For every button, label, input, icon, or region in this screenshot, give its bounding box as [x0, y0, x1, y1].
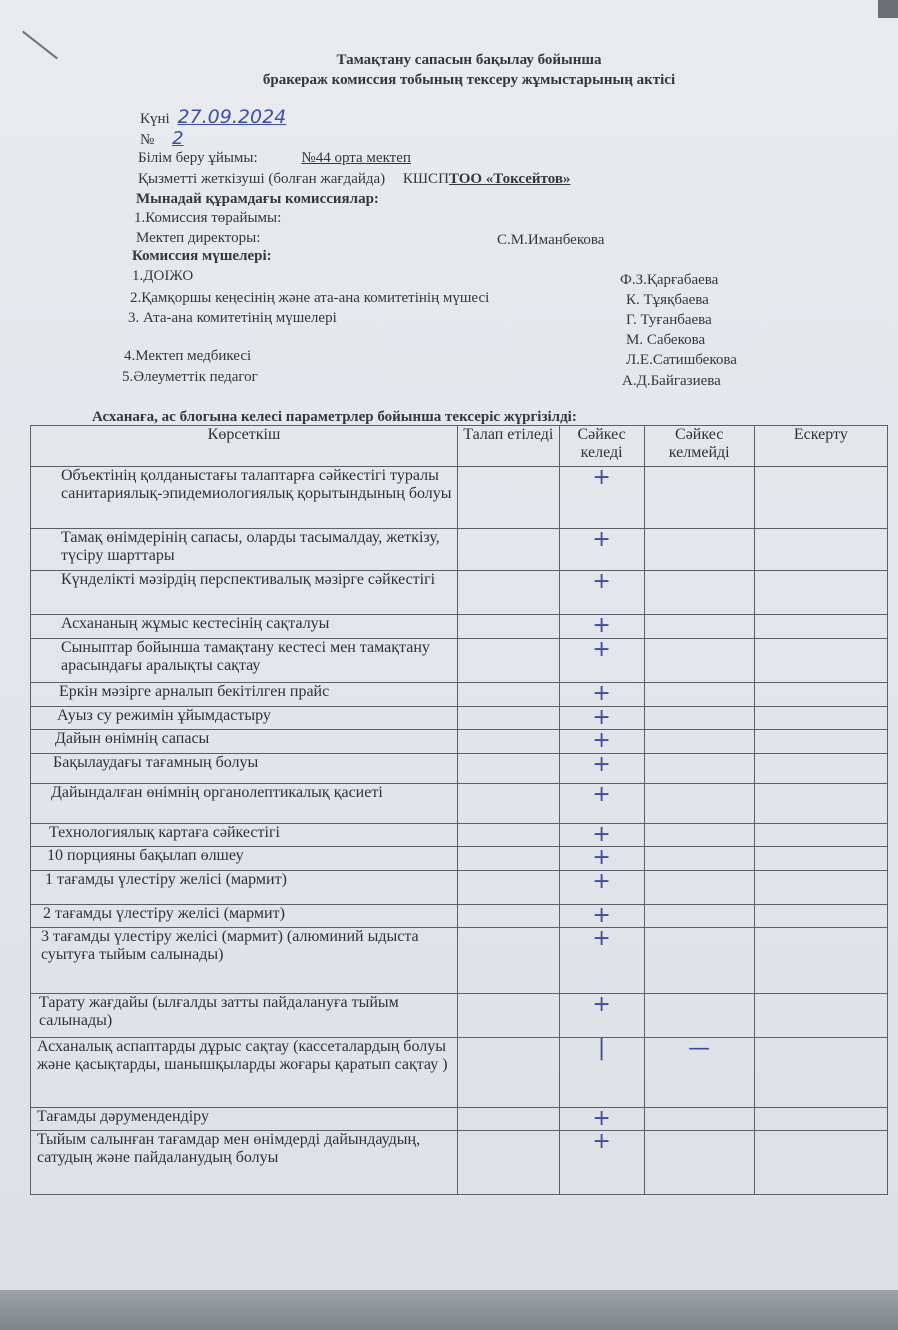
header-complies: Сәйкес келеді — [559, 426, 644, 467]
row-indicator-text: Тыйым салынған тағамдар мен өнімдерді дайындаудың, сатудың және пайдаланудың болуы — [31, 1131, 458, 1195]
row-note-cell — [754, 754, 887, 784]
row-required-cell — [457, 615, 559, 639]
row-not-complies-cell — [644, 1131, 754, 1195]
table-row — [31, 571, 888, 615]
table-row — [31, 994, 888, 1038]
row-indicator-text: Тағамды дәрумендендіру — [31, 1108, 458, 1131]
document-title-line2: бракераж комиссия тобының тексеру жұмыстарының актісі — [262, 72, 676, 88]
row-not-complies-cell — [644, 871, 754, 905]
row-complies-cell — [559, 639, 644, 683]
row-complies-cell — [559, 571, 644, 615]
row-required-cell — [457, 730, 559, 754]
table-row — [31, 707, 888, 730]
row-not-complies-cell — [644, 571, 754, 615]
row-not-complies-cell — [644, 683, 754, 707]
row-complies-cell — [559, 928, 644, 994]
member-name-3b: М. Сабекова — [626, 332, 706, 348]
row-complies-cell — [559, 730, 644, 754]
row-not-complies-cell — [644, 847, 754, 871]
director-name: С.М.Иманбекова — [497, 232, 605, 248]
row-complies-cell — [559, 615, 644, 639]
row-indicator-text: Дайын өнімнің сапасы — [31, 730, 458, 754]
table-row — [31, 639, 888, 683]
header-required: Талап етіледі — [457, 426, 559, 467]
row-note-cell — [754, 905, 887, 928]
director-label: Мектеп директоры: — [136, 230, 261, 246]
table-row — [31, 784, 888, 824]
row-note-cell — [754, 467, 887, 529]
row-note-cell — [754, 1131, 887, 1195]
row-note-cell — [754, 847, 887, 871]
row-complies-cell — [559, 707, 644, 730]
inspection-table — [30, 425, 888, 1195]
row-required-cell — [457, 871, 559, 905]
page-corner — [878, 0, 898, 18]
commission-heading: Мынадай құрамдағы комиссиялар: — [136, 191, 379, 207]
row-complies-cell-mark: + — [592, 527, 611, 552]
row-complies-cell-mark: + — [592, 782, 611, 807]
table-row — [31, 1131, 888, 1195]
row-complies-cell-mark: + — [592, 613, 611, 638]
row-not-complies-cell — [644, 905, 754, 928]
row-complies-cell-mark: + — [592, 705, 611, 730]
header-note: Ескерту — [754, 426, 887, 467]
row-complies-cell — [559, 784, 644, 824]
row-required-cell — [457, 1131, 559, 1195]
row-note-cell — [754, 784, 887, 824]
row-complies-cell — [559, 1038, 644, 1108]
row-complies-cell-mark: + — [592, 637, 611, 662]
table-row — [31, 847, 888, 871]
row-note-cell — [754, 615, 887, 639]
row-not-complies-cell — [644, 994, 754, 1038]
row-required-cell — [457, 683, 559, 707]
table-row — [31, 905, 888, 928]
chair-label: 1.Комиссия төрайымы: — [134, 210, 282, 226]
date-label: Күні — [140, 111, 170, 127]
row-complies-cell-mark: + — [592, 1106, 611, 1131]
row-indicator-text: Технологиялық картаға сәйкестігі — [31, 824, 458, 847]
row-indicator-text: Бақылаудағы тағамның болуы — [31, 754, 458, 784]
row-note-cell — [754, 639, 887, 683]
row-required-cell — [457, 994, 559, 1038]
date-row — [140, 106, 286, 128]
table-row — [31, 615, 888, 639]
table-row — [31, 871, 888, 905]
table-row — [31, 824, 888, 847]
supplier-row — [138, 171, 570, 188]
row-not-complies-cell — [644, 467, 754, 529]
member-role-1: 1.ДОІЖО — [132, 268, 194, 284]
row-complies-cell — [559, 754, 644, 784]
row-note-cell — [754, 730, 887, 754]
table-row — [31, 928, 888, 994]
row-not-complies-cell — [644, 1038, 754, 1108]
row-complies-cell — [559, 467, 644, 529]
row-not-complies-cell — [644, 707, 754, 730]
table-row — [31, 467, 888, 529]
header-not-complies: Сәйкес келмейді — [644, 426, 754, 467]
members-heading: Комиссия мүшелері: — [132, 248, 272, 264]
document-title-line1: Тамақтану сапасын бақылау бойынша — [336, 52, 602, 68]
row-not-complies-cell — [644, 529, 754, 571]
row-indicator-text: 1 тағамды үлестіру желісі (мармит) — [31, 871, 458, 905]
member-name-1: Ф.З.Қарғабаева — [620, 272, 719, 288]
row-required-cell — [457, 928, 559, 994]
row-not-complies-cell — [644, 1108, 754, 1131]
row-required-cell — [457, 467, 559, 529]
row-note-cell — [754, 1038, 887, 1108]
row-indicator-text: Тамақ өнімдерінің сапасы, оларды тасымалдау, жеткізу, түсіру шарттары — [31, 529, 458, 571]
row-complies-cell-mark: + — [592, 869, 611, 894]
table-row — [31, 683, 888, 707]
row-indicator-text: Еркін мәзірге арналып бекітілген прайс — [31, 683, 458, 707]
row-complies-cell — [559, 994, 644, 1038]
row-complies-cell-mark: + — [592, 822, 611, 847]
row-indicator-text: Тарату жағдайы (ылғалды затты пайдалануға тыйым салынады) — [31, 994, 458, 1038]
row-not-complies-cell — [644, 754, 754, 784]
row-required-cell — [457, 529, 559, 571]
row-complies-cell — [559, 529, 644, 571]
table-row — [31, 1108, 888, 1131]
number-row — [140, 128, 254, 149]
row-complies-cell — [559, 824, 644, 847]
table-header-row — [31, 426, 888, 467]
row-note-cell — [754, 707, 887, 730]
table-row — [31, 1038, 888, 1108]
row-required-cell — [457, 639, 559, 683]
row-complies-cell — [559, 683, 644, 707]
row-complies-cell-mark: + — [592, 728, 611, 753]
supplier-label: Қызметті жеткізуші (болған жағдайда) — [138, 171, 386, 187]
row-not-complies-cell — [644, 784, 754, 824]
table-caption: Асханаға, ас блогына келесі параметрлер бойынша тексеріс жүргізілді: — [92, 409, 577, 425]
org-value: №44 орта мектеп — [301, 150, 411, 166]
row-required-cell — [457, 571, 559, 615]
org-row — [138, 150, 411, 167]
row-indicator-text: Объектінің қолданыстағы талаптарға сәйкестігі туралы санитариялық-эпидемиологиялық қорытындының болуы — [31, 467, 458, 529]
row-complies-cell — [559, 847, 644, 871]
row-required-cell — [457, 905, 559, 928]
row-complies-cell-mark: + — [592, 845, 611, 870]
row-indicator-text: 10 порцияны бақылап өлшеу — [31, 847, 458, 871]
row-not-complies-cell — [644, 928, 754, 994]
row-note-cell — [754, 1108, 887, 1131]
row-required-cell — [457, 707, 559, 730]
member-name-3a: Г. Туғанбаева — [626, 312, 712, 328]
supplier-value: ТОО «Токсейтов» — [448, 171, 571, 187]
row-note-cell — [754, 529, 887, 571]
row-indicator-text: Сыныптар бойынша тамақтану кестесі мен тамақтану арасындағы аралықты сақтау — [31, 639, 458, 683]
row-note-cell — [754, 683, 887, 707]
row-complies-cell-mark: + — [592, 926, 611, 951]
row-complies-cell-mark: + — [592, 569, 611, 594]
member-role-3: 3. Ата-ана комитетінің мүшелері — [128, 310, 337, 326]
number-value: 2 — [172, 128, 184, 149]
row-indicator-text: Күнделікті мәзірдің перспективалық мәзірге сәйкестігі — [31, 571, 458, 615]
row-note-cell — [754, 928, 887, 994]
row-complies-cell-mark: + — [592, 1129, 611, 1154]
row-not-complies-cell — [644, 615, 754, 639]
number-label: № — [140, 132, 155, 148]
row-not-complies-cell-mark: — — [688, 1036, 711, 1061]
member-name-2: К. Тұяқбаева — [626, 292, 709, 308]
row-indicator-text: 2 тағамды үлестіру желісі (мармит) — [31, 905, 458, 928]
row-indicator-text: 3 тағамды үлестіру желісі (мармит) (алюминий ыдыста суытуға тыйым салынады) — [31, 928, 458, 994]
table-row — [31, 529, 888, 571]
row-complies-cell-mark: + — [592, 681, 611, 706]
member-role-4: 4.Мектеп медбикесі — [124, 348, 252, 364]
row-note-cell — [754, 871, 887, 905]
table-row — [31, 730, 888, 754]
row-complies-cell-mark: + — [592, 903, 611, 928]
row-complies-cell-mark: + — [592, 465, 611, 490]
row-complies-cell — [559, 871, 644, 905]
row-not-complies-cell — [644, 730, 754, 754]
supplier-prefix: КШСП — [402, 171, 449, 187]
row-note-cell — [754, 571, 887, 615]
row-note-cell — [754, 994, 887, 1038]
row-required-cell — [457, 847, 559, 871]
row-note-cell — [754, 824, 887, 847]
date-value: 27.09.2024 — [177, 106, 287, 128]
row-complies-cell — [559, 905, 644, 928]
row-indicator-text: Асханалық аспаптарды дұрыс сақтау (кассеталардың болуы және қасықтарды, шанышқыларды жоғары қаратып сақтау ) — [31, 1038, 458, 1108]
row-complies-cell-mark: | — [597, 1036, 606, 1061]
table-row — [31, 754, 888, 784]
row-not-complies-cell — [644, 639, 754, 683]
row-indicator-text: Ауыз су режимін ұйымдастыру — [31, 707, 458, 730]
row-not-complies-cell — [644, 824, 754, 847]
row-complies-cell — [559, 1108, 644, 1131]
row-required-cell — [457, 754, 559, 784]
member-role-2: 2.Қамқоршы кеңесінің және ата-ана комитетінің мүшесі — [130, 290, 490, 306]
row-complies-cell-mark: + — [592, 992, 611, 1017]
member-role-5: 5.Әлеуметтік педагог — [122, 369, 258, 385]
row-required-cell — [457, 784, 559, 824]
row-indicator-text: Асхананың жұмыс кестесінің сақталуы — [31, 615, 458, 639]
header-indicator: Көрсеткіш — [31, 426, 458, 467]
row-required-cell — [457, 1038, 559, 1108]
row-required-cell — [457, 824, 559, 847]
page-background-edge — [0, 1290, 898, 1330]
row-indicator-text: Дайындалған өнімнің органолептикалық қасиеті — [31, 784, 458, 824]
row-complies-cell — [559, 1131, 644, 1195]
member-name-5: А.Д.Байгазиева — [622, 373, 721, 389]
row-complies-cell-mark: + — [592, 752, 611, 777]
member-name-4: Л.Е.Сатишбекова — [626, 352, 737, 368]
org-label: Білім беру ұйымы: — [138, 150, 258, 166]
row-required-cell — [457, 1108, 559, 1131]
